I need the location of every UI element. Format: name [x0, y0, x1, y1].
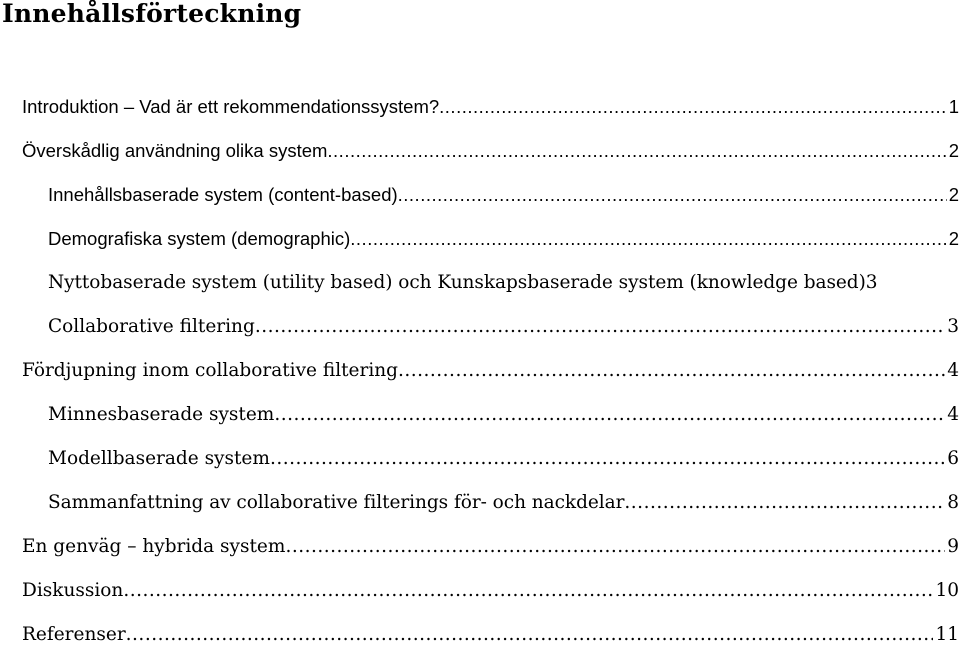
- toc-title: Innehållsförteckning: [2, 0, 302, 28]
- toc-entry-overskadlig[interactable]: [0, 131, 960, 175]
- toc-entry-page: 4: [947, 404, 959, 425]
- toc-entry-modellbaserade[interactable]: [0, 439, 960, 483]
- dot-leader: [624, 483, 945, 523]
- toc-list: [0, 87, 960, 659]
- toc-entry-page: 2: [948, 228, 959, 249]
- toc-entry-page: 10: [935, 580, 959, 601]
- dot-leader: [126, 615, 934, 655]
- toc-entry-label: Minnesbaserade system: [48, 404, 275, 425]
- dot-leader: [255, 307, 945, 347]
- toc-entry-page: 11: [935, 624, 959, 645]
- toc-entry-label: Innehållsbaserade system (content-based): [48, 184, 398, 205]
- toc-entry-page: 9: [947, 536, 959, 557]
- dot-leader: [398, 351, 945, 391]
- toc-entry-label: Introduktion – Vad är ett rekommendationssystem?: [22, 96, 440, 117]
- toc-entry-label: Collaborative filtering: [48, 316, 255, 337]
- toc-entry-page: 6: [947, 448, 959, 469]
- toc-entry-minnesbaserade[interactable]: [0, 395, 960, 439]
- toc-entry-label: Referenser: [22, 624, 126, 645]
- toc-entry-label: Sammanfattning av collaborative filterings för- och nackdelar: [48, 492, 625, 513]
- toc-entry-demografiska[interactable]: [0, 219, 960, 263]
- toc-entry-referenser[interactable]: [0, 615, 960, 659]
- toc-entry-label: En genväg – hybrida system: [22, 536, 286, 557]
- toc-entry-label: Demografiska system (demographic): [48, 228, 351, 249]
- dot-leader: [123, 571, 933, 611]
- toc-entry-nyttobaserade[interactable]: [0, 263, 960, 307]
- toc-entry-innehallsbaserade[interactable]: [0, 175, 960, 219]
- toc-entry-page: 4: [947, 360, 959, 381]
- toc-entry-page: 1: [948, 96, 959, 117]
- dot-leader: [350, 219, 946, 259]
- dot-leader: [274, 395, 945, 435]
- toc-entry-label: Diskussion: [22, 580, 124, 601]
- toc-entry-en-genvag[interactable]: [0, 527, 960, 571]
- dot-leader: [285, 527, 945, 567]
- toc-entry-page: 2: [948, 184, 959, 205]
- dot-leader: [270, 439, 945, 479]
- toc-entry-page: 2: [948, 140, 959, 161]
- dot-leader: [439, 87, 947, 127]
- toc-entry-label: Fördjupning inom collaborative filtering: [22, 360, 399, 381]
- toc-entry-label: Nyttobaserade system (utility based) och Kunskapsbaserade system (knowledge based): [48, 272, 866, 293]
- toc-entry-label: Överskådlig användning olika system: [22, 140, 328, 161]
- toc-entry-diskussion[interactable]: [0, 571, 960, 615]
- toc-entry-sammanfattning[interactable]: [0, 483, 960, 527]
- toc-entry-introduktion[interactable]: [0, 87, 960, 131]
- toc-entry-fordjupning[interactable]: [0, 351, 960, 395]
- dot-leader: [327, 131, 946, 171]
- toc-entry-collaborative-filtering[interactable]: [0, 307, 960, 351]
- toc-entry-label: Modellbaserade system: [48, 448, 270, 469]
- toc-entry-page: 8: [947, 492, 959, 513]
- toc-entry-page: 3: [947, 316, 959, 337]
- dot-leader: [398, 175, 947, 215]
- toc-entry-page: 3: [865, 272, 878, 293]
